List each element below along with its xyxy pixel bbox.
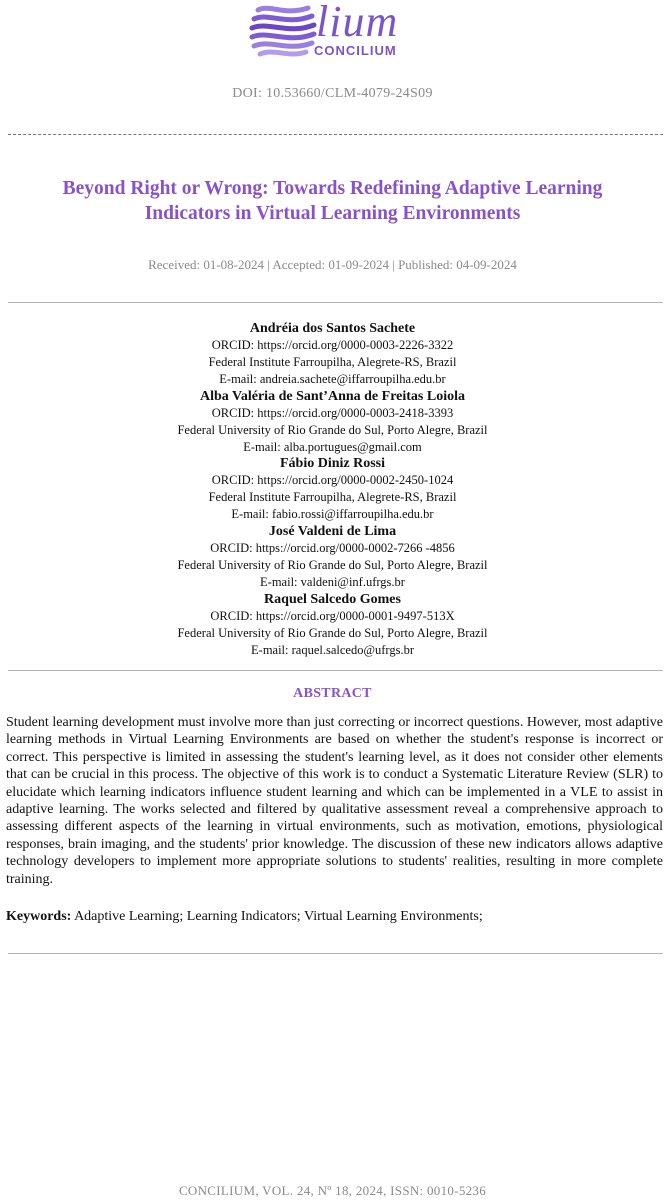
author-name: Fábio Diniz Rossi [279,456,385,472]
author-affiliation: Federal Institute Farroupilha, Alegrete-RS, Brazil [208,490,457,505]
author-orcid: ORCID: https://orcid.org/0000-0003-2418-3393 [211,405,454,420]
author-name: Alba Valéria de Sant’Anna de Freitas Loiola [200,388,465,404]
divider-bottom [8,953,663,954]
divider-top [8,302,663,303]
dashed-divider [8,134,663,135]
keywords [6,908,663,926]
author-block [0,591,665,659]
author-block [0,455,665,523]
author-email: E-mail: alba.portugues@gmail.com [243,439,422,454]
author-name: José Valdeni de Lima [268,524,397,540]
author-email: E-mail: fabio.rossi@iffarroupilha.edu.br [231,507,434,522]
journal-footer: CONCILIUM, VOL. 24, Nº 18, 2024, ISSN: 0010-5236 [178,1183,487,1198]
divider-middle [8,670,663,671]
author-affiliation: Federal University of Rio Grande do Sul, Porto Alegre, Brazil [177,625,488,640]
logo-wordmark: lium [316,0,399,46]
author-block [0,320,665,388]
author-email: E-mail: valdeni@inf.ufrgs.br [260,574,405,589]
author-orcid: ORCID: https://orcid.org/0000-0002-2450-1024 [211,473,454,488]
logo-subtitle: CONCILIUM [314,43,397,58]
abstract-text: Student learning development must involve more than just correcting or incorrect questions. However, most adaptive learning methods in Virtual Learning Environments are based on whether the student's response is incorrect or correct. This perspective is limited in assessing the student's learning level, as it does not consider other elements that can be crucial in this process. The objective of this work is to conduct a Systematic Literature Review (SLR) to elucidate which learning indicators influence student learning and which can be implemented in a VLE to assist in adaptive learning. The works selected and filtered by qualitative assessment reveal a comprehensive approach to assessing different aspects of the learning in virtual environments, such as motivation, emotions, physiological responses, brain imaging, and the students' prior knowledge. The discussion of these new indicators allows adaptive technology developers to implement more appropriate solutions to students' realities, resulting in more complete training. [6,715,663,887]
author-name: Andréia dos Santos Sachete [249,321,416,336]
keywords-list: Adaptive Learning; Learning Indicators; Virtual Learning Environments; [74,909,483,924]
paper-title: Beyond Right or Wrong: Towards Redefining Adaptive Learning Indicators in Virtual Learning Environments [62,178,603,224]
author-list [0,320,665,659]
author-email: E-mail: raquel.salcedo@ufrgs.br [251,642,414,657]
doi: DOI: 10.53660/CLM-4079-24S09 [232,86,433,101]
author-block [0,523,665,591]
author-orcid: ORCID: https://orcid.org/0000-0003-2226-3322 [211,338,454,352]
author-orcid: ORCID: https://orcid.org/0000-0002-7266 -4856 [210,541,455,556]
author-affiliation: Federal University of Rio Grande do Sul, Porto Alegre, Brazil [177,422,488,437]
logo-waves-icon [248,2,320,60]
author-name: Raquel Salcedo Gomes [264,591,401,607]
concilium-logo [248,0,423,66]
author-block [0,388,665,456]
author-email: E-mail: andreia.sachete@iffarroupilha.edu.br [219,371,446,386]
keywords-label: Keywords: [6,909,72,924]
abstract-heading: ABSTRACT [293,686,372,701]
author-affiliation: Federal Institute Farroupilha, Alegrete-RS, Brazil [208,354,457,369]
author-affiliation: Federal University of Rio Grande do Sul, Porto Alegre, Brazil [177,558,488,573]
author-orcid: ORCID: https://orcid.org/0000-0001-9497-513X [210,608,455,623]
publication-dates: Received: 01-08-2024 | Accepted: 01-09-2024 | Published: 04-09-2024 [148,257,517,272]
